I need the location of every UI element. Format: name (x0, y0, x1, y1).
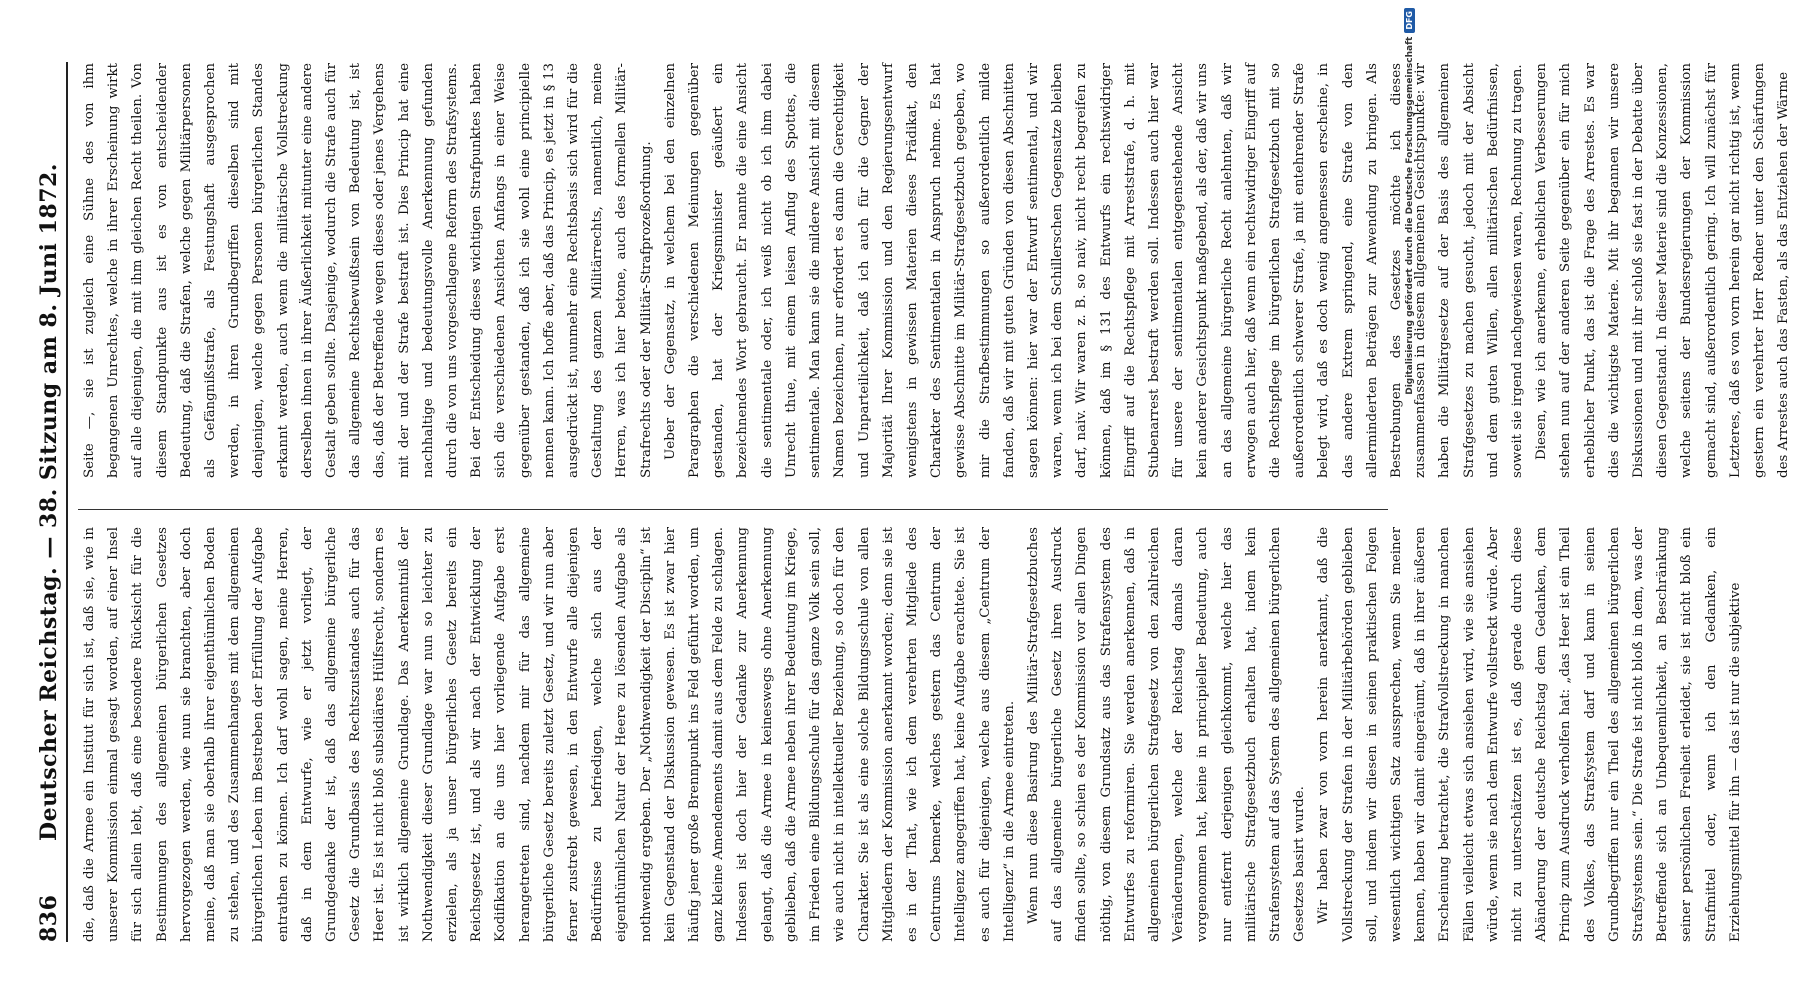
credit-text: Digitalisierung gefördert durch die Deutsche Forschungsgemeinschaft (1405, 36, 1415, 395)
dfg-logo: DFG (1404, 8, 1415, 33)
running-title: Deutscher Reichstag. — 38. Sitzung am 8. Juni 1872. (36, 163, 62, 841)
left-column (78, 527, 1743, 942)
paragraph: Ueber der Gegensatz, in welchem bei den einzelnen Paragraphen die verschiedenen Meinungen gegenüber gestanden, hat der Kriegsminister geäußert ein bezeichnendes Wort gebraucht. Er nannte die eine Ansicht die sentimentale oder, ich weiß nicht ob ich ihm dabei Unrecht thue, mit einem leisen Anflug des Spottes, die sentimentale. Man kann sie die mildere Ansicht mit diesem Namen bezeichnen, nur erfordert es dann die Gerechtigkeit und Unparteilichkeit, daß ich auch für die Gegner der Majorität Ihrer Kommission und den Regierungsentwurf wenigstens in gewissen Materien dieses Prädikat, den Charakter des Sentimentalen in Anspruch nehme. Es hat gewisse Abschnitte im Militär-Strafgesetzbuch gegeben, wo mir die Strafbestimmungen so außerordentlich milde fanden, daß wir mit guten Gründen von diesen Abschnitten sagen können: hier war der Entwurf sentimental, und wir waren, wenn ich bei dem Schillerschen Gegensatze bleiben darf, naiv. Wir waren z. B. so naiv, nicht recht begreifen zu können, daß im § 131 des Entwurfs ein rechtswidriger Eingriff auf die Rechtspflege mit Arreststrafe, d. h. mit Stubenarrest bestraft werden soll. Indessen auch hier war für unsere der sentimentalen entgegenstehende Ansicht kein anderer Gesichtspunkt maßgebend, als der, daß wir uns an das allgemeine bürgerliche Recht anlehnten, daß wir erwogen auch hier, daß wenn ein rechtswidriger Eingriff auf die Rechtspflege im bürgerlichen Strafgesetzbuch mit so außerordentlich schwerer Strafe, ja mit entehrender Strafe belegt wird, daß es doch wenig angemessen erscheine, in das andere Extrem springend, eine Strafe von den allerminderten Beträgen zur Anwendung zu bringen. Als Bestrebungen des Gesetzes möchte ich dieses zusammenfassen in diesem allgemeinen Gesichtspunkte: wir haben die Militärgesetze auf der Basis des allgemeinen Strafgesetzes zu machen gesucht, jedoch mit der Absicht und dem guten Willen, allen militärischen Bedürfnissen, soweit sie irgend nachgewiesen waren, Rechnung zu tragen. (662, 63, 1525, 478)
paragraph: Wenn nun diese Basirung des Militär-Strafgesetzbuches auf das allgemeine bürgerliche Gesetz ihren Ausdruck finden sollte, so schien es der Kommission vor allen Dingen nöthig, von diesem Grundsatz aus das Strafensystem des Entwurfes zu reformiren. Sie werden anerkennen, daß in allgemeinen bürgerlichen Strafgesetz von den zahlreichen Veränderungen, welche der Reichstag damals daran vorgenommen hat, keine in principieller Bedeutung, auch nur entfernt derjenigen gleichkommt, welche hier das militärische Strafgesetzbuch erhalten hat, indem kein Strafensystem auf das System des allgemeinen bürgerlichen Gesetzes basirt wurde. (1025, 527, 1308, 942)
digitization-credit (1404, 0, 1415, 1000)
paragraph: die, daß die Armee ein Institut für sich ist, daß sie, wie in unserer Kommission einmal gesagt worden, auf einer Insel für sich allein lebt, daß eine besondere Rücksicht für die Bestimmungen des allgemeinen bürgerlichen Gesetzes hervorgezogen werden, wie nun sie branchten, aber doch meine, daß man sie oberhalb ihrer eigenthümlichen Boden zu stehen, und des Zusammenhanges mit dem allgemeinen bürgerlichen Leben im Bestreben der Erfüllung der Aufgabe entrathen zu können. Ich darf wohl sagen, meine Herren, daß in dem Entwurfe, wie er jetzt vorliegt, der Grundgedanke der ist, daß das allgemeine bürgerliche Gesetz die Grundbasis des Rechtszustandes auch für das Heer ist. Es ist nicht bloß subsidiäres Hülfsrecht, sondern es ist wirklich allgemeine Grundlage. Das Anerkenntniß der Nothwendigkeit dieser Grundlage war nun so leichter zu erzielen, als ja unser bürgerliches Gesetz bereits ein Reichsgesetz ist, und als wir nach der Entwicklung der Kodifikation an die uns hier vorliegende Aufgabe erst herangetreten sind, nachdem mir für das allgemeine bürgerliche Gesetz bereits zuletzt Gesetz, und wir nun aber ferner zustrebt gewesen, in den Entwurfe alle diejenigen Bedürfnisse zu befriedigen, welche sich aus der eigenthümlichen Natur der Heere zu lösenden Aufgabe als nothwendig ergeben. Der „Nothwendigkeit der Disciplin“ ist kein Gegenstand der Diskussion gewesen. Es ist zwar hier häufig jener große Brennpunkt ins Feld geführt worden, um ganz kleine Amendements damit aus dem Felde zu schlagen. Indessen ist doch hier der Gedanke zur Anerkennung gelangt, daß die Armee in keineswegs ohne Anerkennung geblieben, daß die Armee neben ihrer Bedeutung im Kriege, im Frieden eine Bildungsschule für das ganze Volk sein soll, wie auch nicht in intellektueller Beziehung, so doch für den Charakter. Sie ist als eine solche Bildungsschule von allen Mitgliedern der Kommission anerkannt worden; denn sie ist es in der That, wie ich dem verehrten Mitgliede des Centrums bemerke, welches gestern das Centrum der Intelligenz angegriffen hat, keine Aufgabe erachtete. Sie ist es auch für diejenigen, welche aus diesem „Centrum der Intelligenz“ in die Armee eintreten. (82, 527, 1017, 942)
paragraph: Seite —, sie ist zugleich eine Sühne des von ihm begangenen Unrechtes, welche in ihrer Erscheinung wirkt auf alle diejenigen, die mit ihm gleichen Recht theilen. Von diesem Standpunkte aus ist es von entscheidender Bedeutung, daß die Strafen, welche gegen Militärpersonen als Gefängnißstrafe, als Festungshaft ausgesprochen werden, in ihren Grundbegriffen dieselben sind mit denjenigen, welche gegen Personen bürgerlichen Standes erkannt werden, auch wenn die militärische Vollstreckung derselben ihnen in ihrer Äußerlichkeit mitunter eine andere Gestalt geben sollte. Dasjenige, wodurch die Strafe auch für das allgemeine Rechtsbewußtsein von Bedeutung ist, ist das, daß der Betreffende wegen dieses oder jenes Vergehens mit der und der Strafe bestraft ist. Dies Princip hat eine nachhaltige und bedeutungsvolle Anerkennung gefunden durch die von uns vorgeschlagene Reform des Strafsystems. Bei der Entscheidung dieses wichtigen Strafpunktes haben sich die verschiedenen Ansichten Anfangs in einer Weise gegenüber gestanden, daß ich sie wohl eine principielle nennen kann. Ich hoffe aber, daß das Princip, es jetzt in § 13 ausgedrückt ist, nunmehr eine Rechtsbasis sich wird für die Gestaltung des ganzen Militärrechts, namentlich, meine Herren, was ich hier betone, auch des formellen Militär-Strafrechts oder der Militär-Strafprozeßordnung. (82, 63, 654, 478)
paragraph: Wir haben zwar von vorn herein anerkannt, daß die Vollstreckung der Strafen in der Militärbehörden geblieben soll, und indem wir diesen in seinen praktischen Folgen wesentlich wichtigen Satz aussprechen, wenn Sie meiner kennen, haben wir damit eingeräumt, daß in ihrer äußeren Erscheinung betrachtet, die Strafvollstreckung in manchen Fällen vielleicht etwas sich ansiehen wird, wie sie ansiehen würde, wenn sie nach dem Entwurfe vollstreckt würde. Aber nicht zu unterschätzen ist es, daß gerade durch diese Abänderung der deutsche Reichstag dem Gedanken, dem Princip zum Ausdruck verholfen hat: „das Heer ist ein Theil des Volkes, das Strafsystem darf und kann in seinen Grundbegriffen nur ein Theil des allgemeinen bürgerlichen Strafsystems sein.“ Die Strafe ist nicht bloß in dem, was der Betreffende sich an Unbequemlichkeit, an Beschränkung seiner persönlichen Freiheit erleidet, sie ist nicht bloß ein Strafmittel oder, wenn ich den Gedanken, ein Erziehungsmittel für ihn — das ist nur die subjektive (1316, 527, 1743, 942)
paragraph: Diesen, wie ich anerkenne, erheblichen Verbesserungen stehen nun auf der anderen Seite gegenüber ein für mich erheblicher Punkt, das ist die Frage des Arrestes. Es war dies die wichtigste Materie. Mit ihr begannen wir unsere Diskussionen und mit ihr schloß sie fast in der Debatte über diesen Gegenstand. In dieser Materie sind die Konzessionen, welche seitens der Bundesregierungen der Kommission gemacht sind, außerordentlich gering. Ich will zunächst für Letzteres, daß es von vorn herein gar nicht richtig ist, wenn gestern ein verehrter Herr Redner unter den Schärfungen des Arrestes auch das Fasten, als das Entziehen der Wärme (1534, 63, 1792, 478)
page-number: 836 (36, 894, 62, 942)
header-rule (66, 62, 68, 942)
column-divider (78, 509, 1388, 510)
page-header (22, 62, 66, 942)
